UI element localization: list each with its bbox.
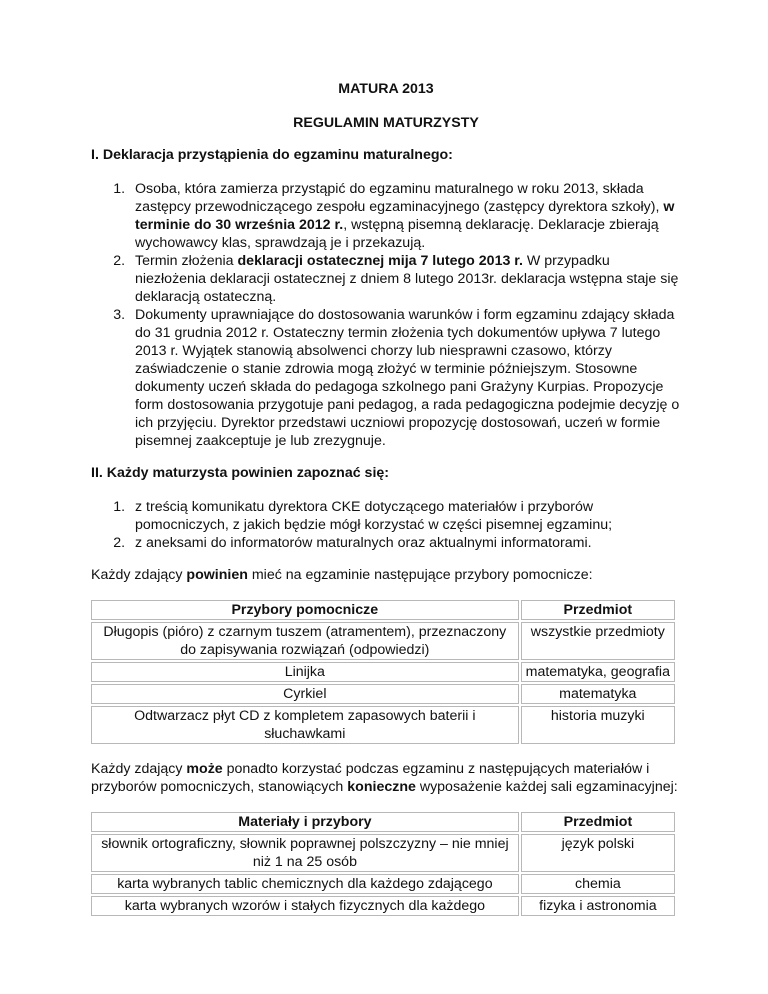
emphasis: może bbox=[186, 761, 223, 777]
table-row bbox=[91, 684, 675, 704]
table-cell: matematyka, geografia bbox=[521, 662, 675, 682]
emphasis: powinien bbox=[186, 567, 248, 583]
table-cell: historia muzyki bbox=[521, 706, 675, 744]
text: Termin złożenia bbox=[135, 253, 238, 269]
document-title: MATURA 2013 bbox=[338, 81, 434, 97]
list-item: 3. Dokumenty uprawniające do dostosowania warunków i form egzaminu zdający składa do 31 grudnia 2012 r. Ostateczny termin złożenia tych dokumentów upływa 7 lutego 2013 r. Wyjątek stanowią absolwenci chorzy lub niesprawni czasowo, którzy zaświadczenie o stanie zdrowia mogą złożyć w terminie późniejszym. Stosowne dokumenty uczeń składa do pedagoga szkolnego pani Grażyny Kurpias. Propozycje form dostosowania przygotuje pani pedagog, a rada pedagogiczna podejmie decyzję o ich przyjęciu. Dyrektor przedstawi uczniowi propozycję dostosowań, uczeń w formie pisemnej zaakceptuje je lub zrezygnuje. bbox=[129, 306, 681, 450]
section-1-heading: I. Deklaracja przystąpienia do egzaminu maturalnego: bbox=[91, 147, 453, 163]
list-item: 2. z aneksami do informatorów maturalnych oraz aktualnymi informatorami. bbox=[129, 534, 681, 552]
text: , wstępną pisemną deklarację. Deklaracje zbierają wychowawcy klas, sprawdzają je i przekazują. bbox=[135, 217, 659, 251]
table-header-cell: Materiały i przybory bbox=[91, 812, 519, 832]
table-cell: Cyrkiel bbox=[91, 684, 519, 704]
deadline-text: deklaracji ostatecznej mija 7 lutego 2013 r. bbox=[237, 253, 523, 269]
paragraph-optional-tools: Każdy zdający może ponadto korzystać podczas egzaminu z następujących materiałów i przyborów pomocniczych, stanowiących konieczne wyposażenie każdej sali egzaminacyjnej: bbox=[91, 761, 678, 795]
table-header-row bbox=[91, 600, 675, 620]
table-cell: Długopis (pióro) z czarnym tuszem (atramentem), przeznaczony do zapisywania rozwiązań (odpowiedzi) bbox=[91, 622, 519, 660]
document-subtitle: REGULAMIN MATURZYSTY bbox=[293, 115, 479, 131]
table-header-row bbox=[91, 812, 675, 832]
list-item bbox=[129, 180, 681, 252]
table-cell: matematyka bbox=[521, 684, 675, 704]
table-cell: słownik ortograficzny, słownik poprawnej polszczyzny – nie mniej niż 1 na 25 osób bbox=[91, 834, 519, 872]
section-1-list bbox=[91, 180, 681, 450]
optional-materials-table bbox=[89, 810, 677, 918]
table-cell: wszystkie przedmioty bbox=[521, 622, 675, 660]
list-item: 1. z treścią komunikatu dyrektora CKE dotyczącego materiałów i przyborów pomocniczych, z jakich będzie mógł korzystać w części pisemnej egzaminu; bbox=[129, 498, 681, 534]
table-header-cell: Przybory pomocnicze bbox=[91, 600, 519, 620]
table-cell: Odtwarzacz płyt CD z kompletem zapasowych baterii i słuchawkami bbox=[91, 706, 519, 744]
document-page bbox=[91, 80, 681, 932]
table-cell: fizyka i astronomia bbox=[521, 896, 675, 916]
required-tools-table bbox=[89, 598, 677, 746]
table-row bbox=[91, 874, 675, 894]
section-2-list bbox=[91, 498, 681, 552]
table-row bbox=[91, 622, 675, 660]
text: Osoba, która zamierza przystąpić do egzaminu maturalnego w roku 2013, składa zastępcy przewodniczącego zespołu egzaminacyjnego (zastępcy dyrektora szkoły), bbox=[135, 181, 664, 215]
list-item bbox=[129, 252, 681, 306]
paragraph-required-tools: Każdy zdający powinien mieć na egzaminie następujące przybory pomocnicze: bbox=[91, 567, 593, 583]
emphasis: konieczne bbox=[347, 779, 416, 795]
table-header-cell: Przedmiot bbox=[521, 600, 675, 620]
deadline-text: w terminie do 30 września 2012 r. bbox=[135, 199, 675, 233]
table-cell: karta wybranych tablic chemicznych dla każdego zdającego bbox=[91, 874, 519, 894]
text: W przypadku niezłożenia deklaracji ostatecznej z dniem 8 lutego 2013r. deklaracja wstępna staje się deklaracją ostateczną. bbox=[135, 253, 679, 305]
table-row bbox=[91, 706, 675, 744]
table-row bbox=[91, 662, 675, 682]
table-cell: chemia bbox=[521, 874, 675, 894]
table-cell: karta wybranych wzorów i stałych fizycznych dla każdego bbox=[91, 896, 519, 916]
table-cell: Linijka bbox=[91, 662, 519, 682]
table-header-cell: Przedmiot bbox=[521, 812, 675, 832]
table-row bbox=[91, 896, 675, 916]
section-2-heading: II. Każdy maturzysta powinien zapoznać się: bbox=[91, 465, 390, 481]
table-cell: język polski bbox=[521, 834, 675, 872]
table-row bbox=[91, 834, 675, 872]
